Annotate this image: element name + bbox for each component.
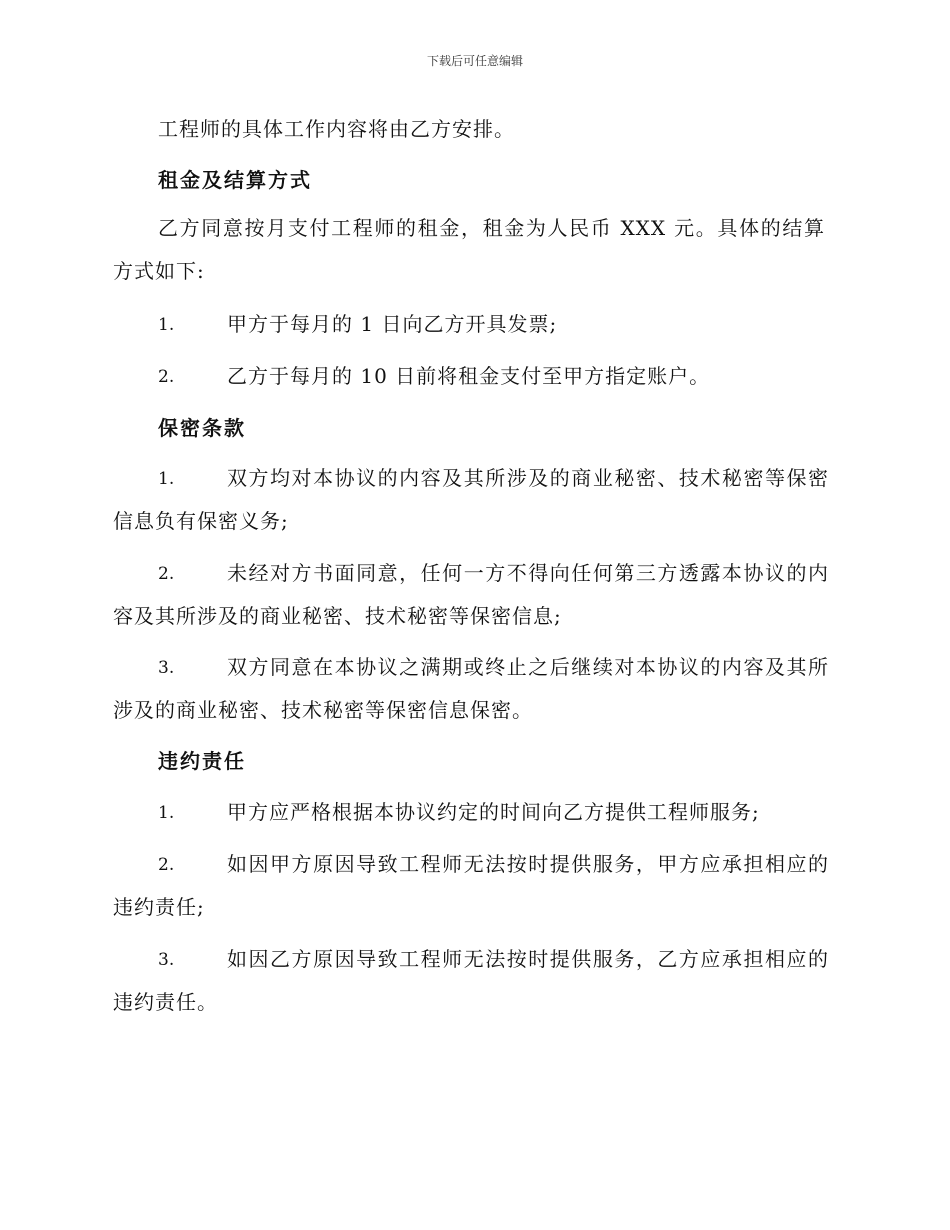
rent-item-1-number: 1. (158, 315, 175, 335)
section-heading-breach: 违约责任 (158, 749, 246, 773)
page-header-note: 下载后可任意编辑 (426, 54, 523, 68)
section-heading-rent: 租金及结算方式 (158, 168, 312, 192)
breach-item-2-number: 2. (158, 855, 175, 875)
confidential-item-3-number: 3. (158, 658, 175, 678)
confidential-item-2-text: 未经对方书面同意，任何一方不得向任何第三方透露本协议的内容及其所涉及的商业秘密、技术秘密等保密信息; (113, 561, 829, 628)
breach-item-3-text: 如因乙方原因导致工程师无法按时提供服务，乙方应承担相应的违约责任。 (113, 947, 829, 1014)
breach-item-2-text: 如因甲方原因导致工程师无法按时提供服务，甲方应承担相应的违约责任; (113, 852, 829, 919)
rent-item-2-number: 2. (158, 367, 175, 387)
intro-paragraph: 工程师的具体工作内容将由乙方安排。 (158, 117, 515, 141)
confidential-item-1-text: 双方均对本协议的内容及其所涉及的商业秘密、技术秘密等保密信息负有保密义务; (113, 466, 829, 533)
rent-paragraph: 乙方同意按月支付工程师的租金，租金为人民币 XXX 元。具体的结算方式如下: (113, 216, 825, 283)
confidential-item-1-number: 1. (158, 469, 175, 489)
rent-item-2-text: 乙方于每月的 10 日前将租金支付至甲方指定账户。 (227, 364, 711, 388)
breach-item-1-text: 甲方应严格根据本协议约定的时间向乙方提供工程师服务; (227, 800, 760, 824)
section-heading-confidentiality: 保密条款 (158, 416, 246, 440)
breach-item-3-number: 3. (158, 950, 175, 970)
breach-item-1-number: 1. (158, 803, 175, 823)
confidential-item-2-number: 2. (158, 564, 175, 584)
confidential-item-3-text: 双方同意在本协议之满期或终止之后继续对本协议的内容及其所涉及的商业秘密、技术秘密等保密信息保密。 (113, 655, 829, 722)
rent-item-1-text: 甲方于每月的 1 日向乙方开具发票; (227, 312, 558, 336)
